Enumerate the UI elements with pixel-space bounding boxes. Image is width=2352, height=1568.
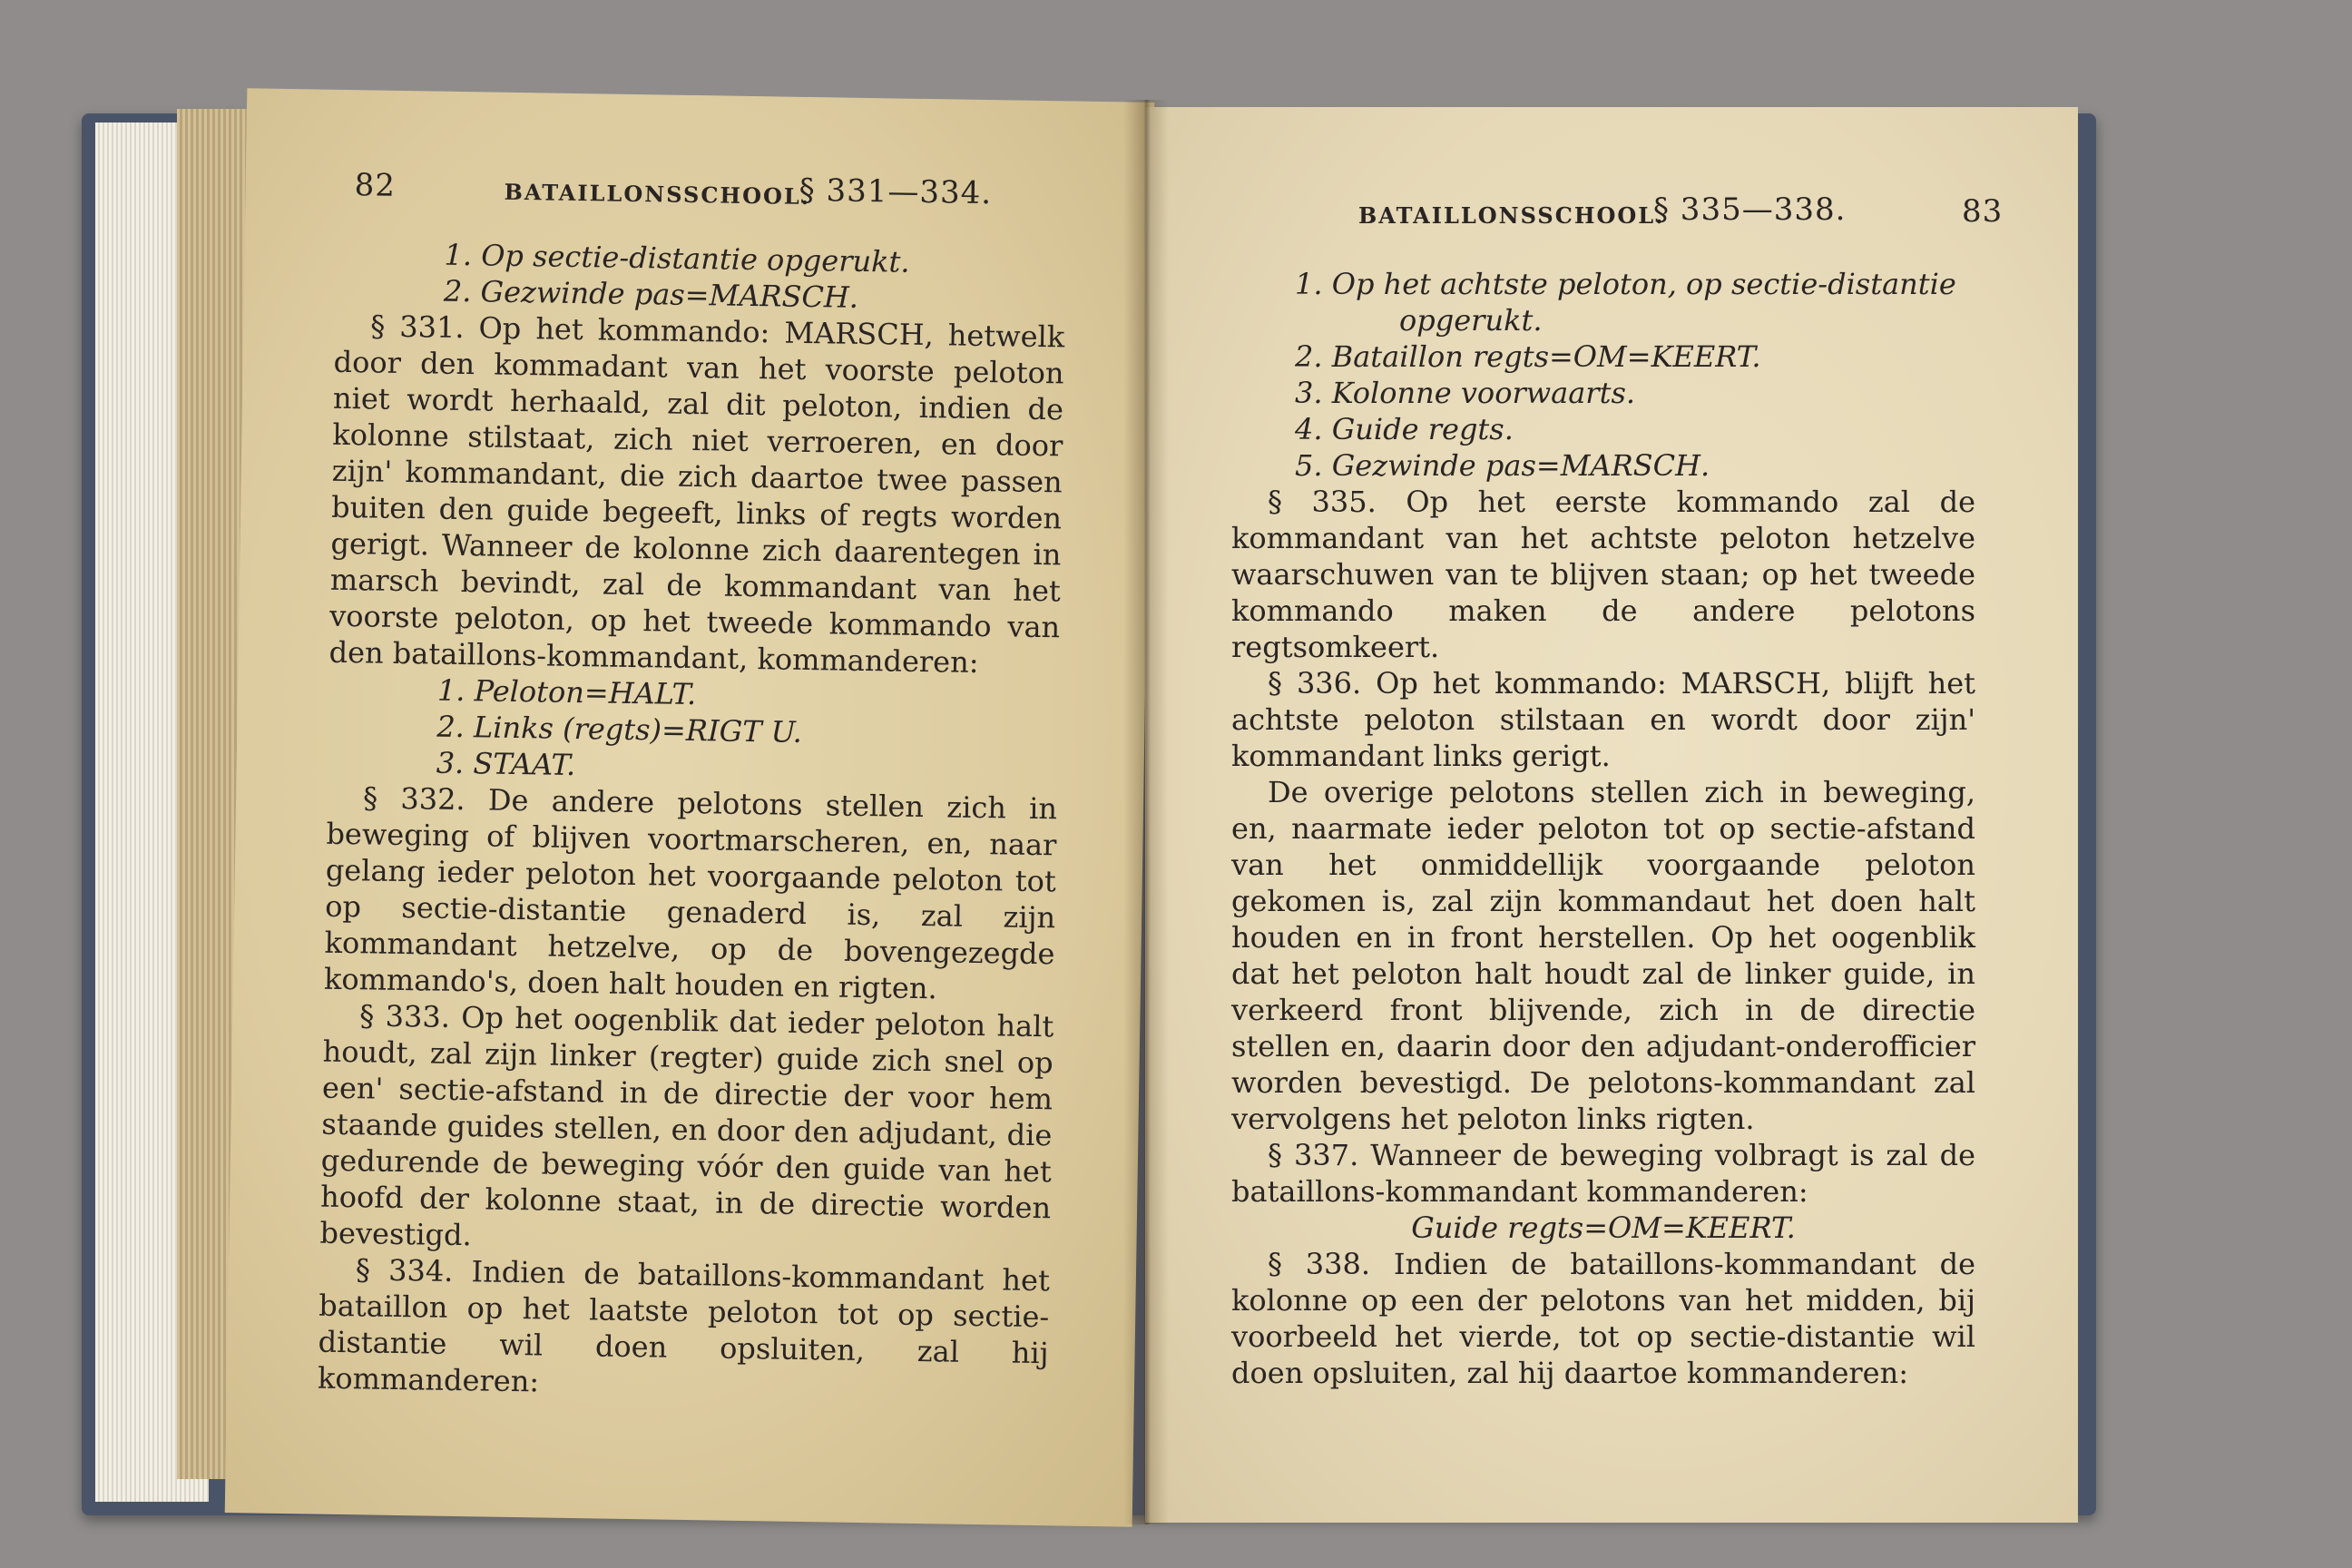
section-range: § 331—334. xyxy=(799,172,993,212)
page-number: 82 xyxy=(354,167,397,204)
command-line: 1. Op het achtste peloton, op sectie-distantie xyxy=(1295,267,1956,301)
paragraph-336-continued: De overige pelotons stellen zich in beweging, en, naarmate ieder peloton tot op sectie-afstand van het onmiddellijk voorgaande peloton gekomen is, zal zijn kommandaut het doen halt houden en in front herstellen. Op het oogenblik dat het peloton halt houdt zal de linker guide, in verkeerd front blijvende, zich in de directie stellen en, daarin door den adjudant-onderofficier worden bevestigd. De pelotons-kommandant zal vervolgens het peloton links rigten. xyxy=(1231,775,1975,1136)
command-line: 2. Gezwinde pas=MARSCH. xyxy=(443,273,859,315)
command-line: 3. Kolonne voorwaarts. xyxy=(1295,376,1636,410)
left-page xyxy=(225,88,1155,1527)
paragraph-336: § 336. Op het kommando: MARSCH, blijft het achtste peloton stilstaan en wordt door zijn' kommandant links gerigt. xyxy=(1231,666,1975,773)
paragraph-337: § 337. Wanneer de beweging volbragt is zal de bataillons-kommandant kommanderen: xyxy=(1231,1138,1975,1209)
command-line: 5. Gezwinde pas=MARSCH. xyxy=(1295,448,1710,483)
command-line: 4. Guide regts. xyxy=(1295,412,1514,446)
paragraph-338: § 338. Indien de bataillons-kommandant de kolonne op een der pelotons van het midden, bij voorbeeld het vierde, tot op sectie-distantie wil doen opsluiten, zal hij daartoe kommanderen: xyxy=(1231,1247,1975,1390)
command-line: 1. Op sectie-distantie opgerukt. xyxy=(444,237,910,279)
running-title: BATAILLONSSCHOOL. xyxy=(504,178,811,211)
section-range: § 335—338. xyxy=(1653,191,1847,228)
book-gutter xyxy=(1123,100,1169,1524)
paragraph-331: § 331. Op het kommando: MARSCH, hetwelk door den kommadant van het voorste peloton niet wordt herhaald, zal dit peloton, indien de kolonne stilstaat, zich niet verroeren, en door zijn' kommandant, die zich daartoe twee passen buiten den guide begeeft, links of regts worden gerigt. Wanneer de kolonne zich daarentegen in marsch bevindt, zal de kommandant van het voorste peloton, op het tweede kommando van den bataillons-kommandant, kommanderen: xyxy=(328,309,1065,680)
right-page-header xyxy=(1145,184,2078,230)
command-line: Guide regts=OM=KEERT. xyxy=(1411,1210,1796,1245)
paragraph-333: § 333. Op het oogenblik dat ieder peloton halt houdt, zal zijn linker (regter) guide zich snel op een' sectie-afstand in de directie der voor hem staande guides stellen, en door den adjudant, die gedurende de beweging vóór den guide van het hoofd der kolonne staat, in de directie worden bevestigd. xyxy=(319,998,1054,1253)
page-number: 83 xyxy=(1962,193,2004,230)
left-page-header xyxy=(245,165,1153,225)
paragraph-332: § 332. De andere pelotons stellen zich in beweging of blijven voortmarscheren, en, naar gelang ieder peloton het voorgaande peloton tot op sectie-distantie genaderd is, zal zijn kommandant hetzelve, op de bovengezegde kommando's, doen halt houden en rigten. xyxy=(323,780,1058,1006)
paragraph-335: § 335. Op het eerste kommando zal de kommandant van het achtste peloton hetzelve waarschuwen van te blijven staan; op het tweede kommando maken de andere pelotons regtsomkeert. xyxy=(1231,485,1975,664)
command-line: 3. STAAT. xyxy=(436,745,576,783)
command-line: 2. Links (regts)=RIGT U. xyxy=(436,709,803,750)
left-page-body xyxy=(318,235,1066,1407)
right-page-body xyxy=(1231,266,1975,1391)
running-title: BATAILLONSSCHOOL. xyxy=(1358,202,1665,229)
command-line: 1. Peloton=HALT. xyxy=(436,672,697,712)
command-line: 2. Bataillon regts=OM=KEERT. xyxy=(1295,339,1761,374)
paragraph-334: § 334. Indien de bataillons-kommandant het bataillon op het laatste peloton tot op sectie-distantie wil doen opsluiten, zal hij kommanderen: xyxy=(317,1252,1051,1399)
command-line: opgerukt. xyxy=(1399,303,1543,338)
right-page xyxy=(1145,107,2078,1523)
